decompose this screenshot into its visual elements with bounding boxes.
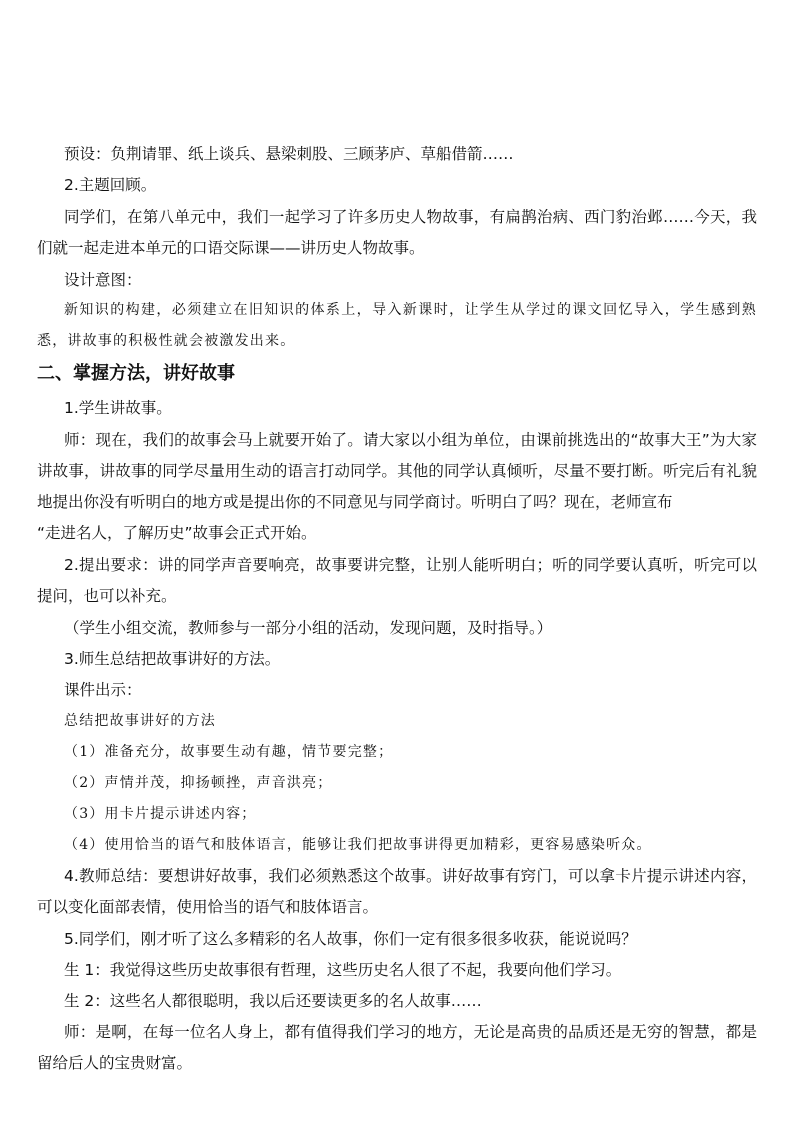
design-intent-label: 设计意图：	[64, 271, 142, 289]
teacher-summary-paragraph: 4.教师总结：要想讲好故事，我们必须熟悉这个故事。讲好故事有窍门，可以拿卡片提示讲述内容，可以变化面部表情，使用恰当的语气和肢体语言。	[37, 867, 757, 916]
method-item-3: （3）用卡片提示讲述内容；	[64, 806, 257, 822]
method-item-4: （4）使用恰当的语气和肢体语言，能够让我们把故事讲得更加精彩，更容易感染听众。	[64, 837, 652, 853]
harvest-question: 5.同学们，刚才听了这么多精彩的名人故事，你们一定有很多很多收获，能说说吗？	[64, 930, 637, 948]
summary-method-heading: 3.师生总结把故事讲好的方法。	[64, 650, 281, 668]
student-answer-2: 生 2：这些名人都很聪明，我以后还要读更多的名人故事……	[64, 992, 482, 1010]
preset-paragraph: 预设：负荆请罪、纸上谈兵、悬梁刺股、三顾茅庐、草船借箭……	[64, 145, 514, 163]
method-item-1: （1）准备充分，故事要生动有趣，情节要完整；	[64, 744, 394, 760]
students-tell-heading: 1.学生讲故事。	[64, 399, 172, 417]
requirements-paragraph: 2.提出要求：讲的同学声音要响亮，故事要讲完整，让别人能听明白；听的同学要认真听，听完可以提问，也可以补充。	[37, 556, 757, 605]
teacher-intro-paragraph: 师：现在，我们的故事会马上就要开始了。请大家以小组为单位，由课前挑选出的“故事大王”为大家讲故事，讲故事的同学尽量用生动的语言打动同学。其他的同学认真倾听，尽量不要打断。听完后有礼貌地提出你没有听明白的地方或是提出你的不同意见与同学商讨。听明白了吗？现在，老师宣布	[37, 431, 757, 511]
theme-review-heading: 2.主题回顾。	[64, 176, 157, 194]
design-intent-paragraph: 新知识的构建，必须建立在旧知识的体系上，导入新课时，让学生从学过的课文回忆导入，学生感到熟悉，讲故事的积极性就会被激发出来。	[37, 302, 757, 349]
courseware-label: 课件出示：	[64, 681, 142, 699]
group-exchange-paragraph: （学生小组交流，教师参与一部分小组的活动，发现问题，及时指导。）	[64, 619, 553, 637]
teacher-closing-paragraph: 师：是啊，在每一位名人身上，都有值得我们学习的地方，无论是高贵的品质还是无穷的智慧，都是留给后人的宝贵财富。	[37, 1023, 757, 1072]
method-title: 总结把故事讲好的方法	[64, 713, 216, 729]
teacher-intro-end: “走进名人，了解历史”故事会正式开始。	[37, 524, 317, 542]
intro-paragraph: 同学们，在第八单元中，我们一起学习了许多历史人物故事，有扁鹊治病、西门豹治邺……今天，我们就一起走进本单元的口语交际课——讲历史人物故事。	[37, 208, 757, 257]
student-answer-1: 生 1：我觉得这些历史故事很有哲理，这些历史名人很了不起，我要向他们学习。	[64, 961, 622, 979]
method-item-2: （2）声情并茂，抑扬顿挫，声音洪亮；	[64, 775, 333, 791]
section-title: 二、掌握方法，讲好故事	[37, 363, 235, 384]
